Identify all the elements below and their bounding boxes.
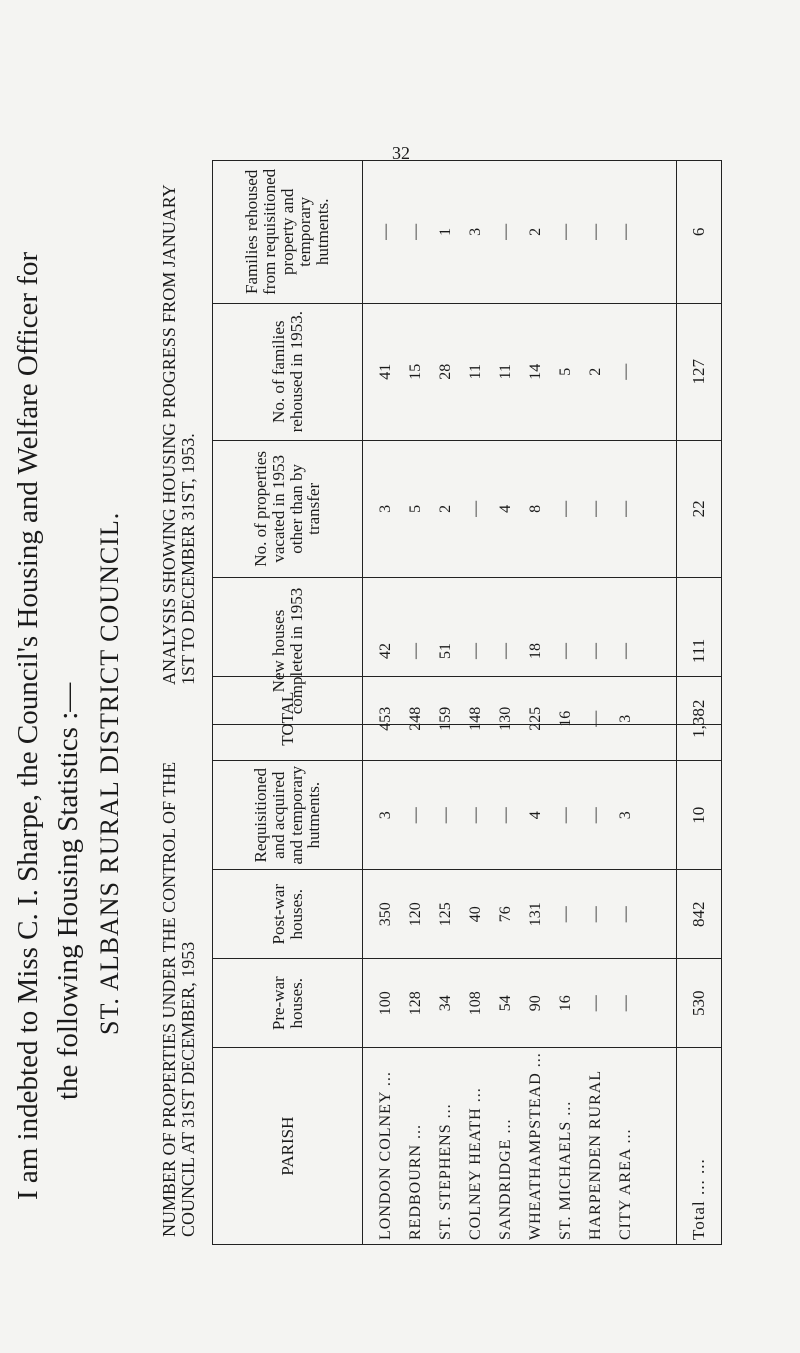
cell-value: —	[407, 642, 424, 659]
cell-value: —	[587, 500, 604, 517]
cell-value: —	[617, 642, 634, 659]
parish-name: COLNEY HEATH ...	[467, 1087, 484, 1240]
col-requisitioned: Requisitioned and acquired and temporary hutments.	[213, 761, 363, 870]
post-war-values	[363, 870, 677, 959]
parish-name: SANDRIDGE ...	[497, 1118, 514, 1240]
cell-value: 11	[467, 364, 484, 380]
cell-value: —	[587, 710, 604, 727]
cell-value: 120	[407, 902, 424, 927]
cell-value: —	[617, 995, 634, 1012]
intro-line-2: the following Housing Statistics :—	[52, 682, 84, 1100]
cell-value: 90	[527, 995, 544, 1012]
col-from-requisitioned: Families rehoused from requisitioned property and temporary hutments.	[213, 161, 363, 304]
cell-value: —	[377, 223, 394, 240]
cell-value: 453	[377, 706, 394, 731]
cell-value: 15	[407, 363, 424, 380]
col-parish: PARISH	[213, 1048, 363, 1245]
cell-value: —	[437, 807, 454, 824]
total-total: 1,382	[677, 677, 722, 761]
cell-value: 131	[527, 902, 544, 927]
total-post-war: 842	[677, 870, 722, 959]
cell-value: 18	[527, 642, 544, 659]
cell-value: 5	[557, 367, 574, 376]
cell-value: —	[587, 223, 604, 240]
cell-value: 148	[467, 706, 484, 731]
cell-value: —	[617, 223, 634, 240]
col-post-war: Post-war houses.	[213, 870, 363, 959]
col-new-houses: New houses completed in 1953	[213, 577, 363, 724]
cell-value: 130	[497, 706, 514, 731]
parish-name: ST. MICHAELS ...	[557, 1100, 574, 1240]
cell-value: 248	[407, 706, 424, 731]
from-requisitioned-values	[363, 161, 677, 304]
cell-value: 3	[377, 811, 394, 820]
cell-value: —	[587, 807, 604, 824]
cell-value: 108	[467, 991, 484, 1016]
cell-value: —	[587, 995, 604, 1012]
vacated-values	[363, 440, 677, 577]
cell-value: 3	[617, 714, 634, 723]
cell-value: 2	[587, 367, 604, 376]
cell-value: 54	[497, 995, 514, 1012]
col-pre-war: Pre-war houses.	[213, 959, 363, 1048]
new-houses-values	[363, 577, 677, 724]
cell-value: 225	[527, 706, 544, 731]
cell-value: 3	[467, 227, 484, 236]
parish-name: REDBOURN ...	[407, 1123, 424, 1240]
cell-value: —	[497, 807, 514, 824]
page-number: 32	[392, 143, 410, 163]
cell-value: —	[467, 807, 484, 824]
parish-name: WHEATHAMPSTEAD ...	[527, 1052, 544, 1240]
cell-value: —	[407, 223, 424, 240]
cell-value: —	[557, 906, 574, 923]
total-from-requisitioned: 6	[677, 161, 722, 304]
col-total: TOTAL	[213, 677, 363, 761]
cell-value: 159	[437, 706, 454, 731]
cell-value: 34	[437, 995, 454, 1012]
cell-value: 41	[377, 363, 394, 380]
parish-list	[363, 1048, 677, 1245]
cell-value: 125	[437, 902, 454, 927]
cell-value: 2	[527, 227, 544, 236]
total-label: Total ... ...	[677, 1048, 722, 1245]
cell-value: —	[467, 500, 484, 517]
cell-value: 2	[437, 504, 454, 513]
cell-value: —	[557, 642, 574, 659]
parish-name: CITY AREA ...	[617, 1128, 634, 1240]
cell-value: —	[587, 642, 604, 659]
cell-value: 14	[527, 363, 544, 380]
cell-value: 51	[437, 642, 454, 659]
cell-value: —	[557, 500, 574, 517]
cell-value: 4	[527, 811, 544, 820]
rehoused-values	[363, 303, 677, 440]
cell-value: —	[587, 906, 604, 923]
total-pre-war: 530	[677, 959, 722, 1048]
pre-war-values	[363, 959, 677, 1048]
cell-value: 3	[617, 811, 634, 820]
cell-value: 8	[527, 504, 544, 513]
cell-value: —	[557, 223, 574, 240]
cell-value: 40	[467, 906, 484, 923]
progress-table	[212, 160, 722, 725]
cell-value: —	[617, 363, 634, 380]
cell-value: 16	[557, 995, 574, 1012]
total-new-houses: 111	[677, 577, 722, 724]
parish-name: HARPENDEN RURAL	[587, 1069, 604, 1240]
cell-value: 1	[437, 227, 454, 236]
cell-value: 16	[557, 710, 574, 727]
cell-value: —	[617, 500, 634, 517]
cell-value: 100	[377, 991, 394, 1016]
left-table-heading: NUMBER OF PROPERTIES UNDER THE CONTROL OF THE COUNCIL AT 31ST DECEMBER, 1953	[159, 761, 198, 1237]
cell-value: 28	[437, 363, 454, 380]
col-vacated: No. of properties vacated in 1953 other than by transfer	[213, 440, 363, 577]
cell-value: —	[467, 642, 484, 659]
cell-value: —	[497, 223, 514, 240]
right-table-heading: ANALYSIS SHOWING HOUSING PROGRESS FROM JANUARY 1ST TO DECEMBER 31ST, 1953.	[159, 184, 198, 685]
cell-value: —	[617, 906, 634, 923]
cell-value: 76	[497, 906, 514, 923]
total-rehoused: 127	[677, 303, 722, 440]
cell-value: —	[407, 807, 424, 824]
cell-value: —	[497, 642, 514, 659]
parish-name: ST. STEPHENS ...	[437, 1103, 454, 1240]
cell-value: 11	[497, 364, 514, 380]
intro-line-1: I am indebted to Miss C. I. Sharpe, the Council's Housing and Welfare Officer for	[12, 251, 44, 1200]
cell-value: 42	[377, 642, 394, 659]
properties-table	[212, 676, 722, 1245]
housing-statistics-tables	[160, 160, 785, 1245]
cell-value: —	[557, 807, 574, 824]
cell-value: 3	[377, 504, 394, 513]
parish-name: LONDON COLNEY ...	[377, 1071, 394, 1240]
total-requisitioned: 10	[677, 761, 722, 870]
requisitioned-values	[363, 761, 677, 870]
cell-value: 4	[497, 504, 514, 513]
cell-value: 128	[407, 991, 424, 1016]
cell-value: 5	[407, 504, 424, 513]
total-vacated: 22	[677, 440, 722, 577]
cell-value: 350	[377, 902, 394, 927]
council-title: ST. ALBANS RURAL DISTRICT COUNCIL.	[95, 511, 124, 1035]
col-rehoused: No. of families rehoused in 1953.	[213, 303, 363, 440]
